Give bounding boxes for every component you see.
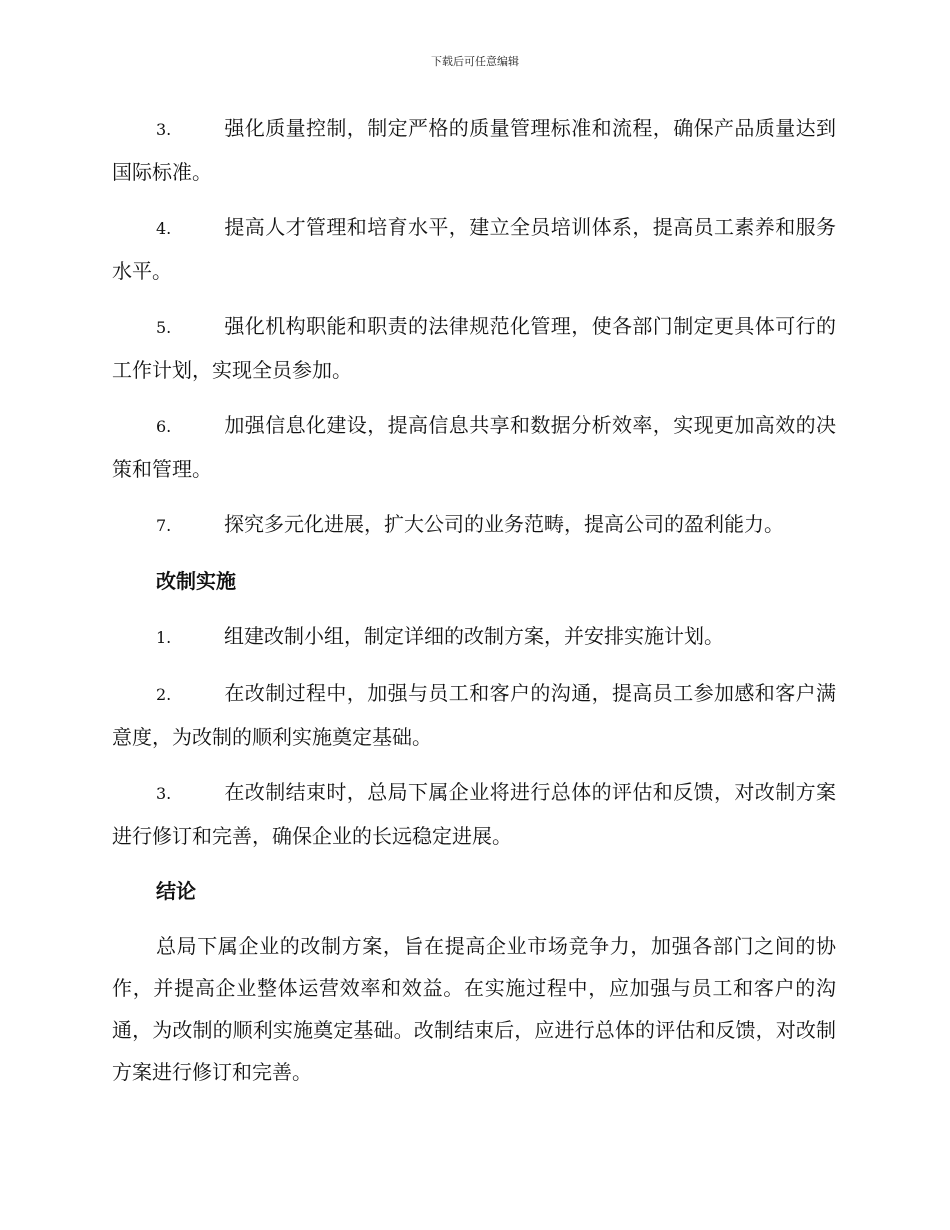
list-number: 6. (156, 417, 172, 436)
list-item-goal-5 (112, 305, 836, 391)
list-text: 组建改制小组，制定详细的改制方案，并安排实施计划。 (224, 624, 724, 648)
list-text: 提高人才管理和培育水平，建立全员培训体系，提高员工素养和服务水平。 (112, 215, 836, 283)
list-number: 5. (156, 318, 172, 337)
list-item-implementation-3 (112, 771, 836, 857)
conclusion-paragraph: 总局下属企业的改制方案，旨在提高企业市场竞争力，加强各部门之间的协作，并提高企业整体运营效率和效益。在实施过程中，应加强与员工和客户的沟通，为改制的顺利实施奠定基础。改制结束后，应进行总体的评估和反馈，对改制方案进行修订和完善。 (112, 934, 836, 1084)
list-text: 加强信息化建设，提高信息共享和数据分析效率，实现更加高效的决策和管理。 (112, 413, 836, 481)
list-number: 3. (156, 120, 172, 139)
list-item-goal-3 (112, 107, 836, 193)
document-body (112, 107, 836, 1093)
section-heading-conclusion: 结论 (156, 879, 196, 903)
list-number: 4. (156, 219, 172, 238)
list-text: 强化质量控制，制定严格的质量管理标准和流程，确保产品质量达到国际标准。 (112, 116, 836, 184)
page-header: 下载后可任意编辑 (431, 55, 519, 68)
list-text: 在改制结束时，总局下属企业将进行总体的评估和反馈，对改制方案进行修订和完善，确保企业的长远稳定进展。 (112, 780, 836, 848)
list-text: 在改制过程中，加强与员工和客户的沟通，提高员工参加感和客户满意度，为改制的顺利实施奠定基础。 (112, 681, 836, 749)
list-item-implementation-1 (112, 615, 836, 659)
list-item-implementation-2 (112, 672, 836, 758)
list-item-goal-7 (112, 503, 836, 547)
list-text: 强化机构职能和职责的法律规范化管理，使各部门制定更具体可行的工作计划，实现全员参加。 (112, 314, 836, 382)
list-number: 2. (156, 685, 172, 704)
list-text: 探究多元化进展，扩大公司的业务范畴，提高公司的盈利能力。 (224, 512, 784, 536)
list-number: 1. (156, 628, 172, 647)
list-number: 7. (156, 516, 172, 535)
list-number: 3. (156, 784, 172, 803)
list-item-goal-6 (112, 404, 836, 490)
list-item-goal-4 (112, 206, 836, 292)
section-heading-implementation: 改制实施 (156, 569, 236, 593)
